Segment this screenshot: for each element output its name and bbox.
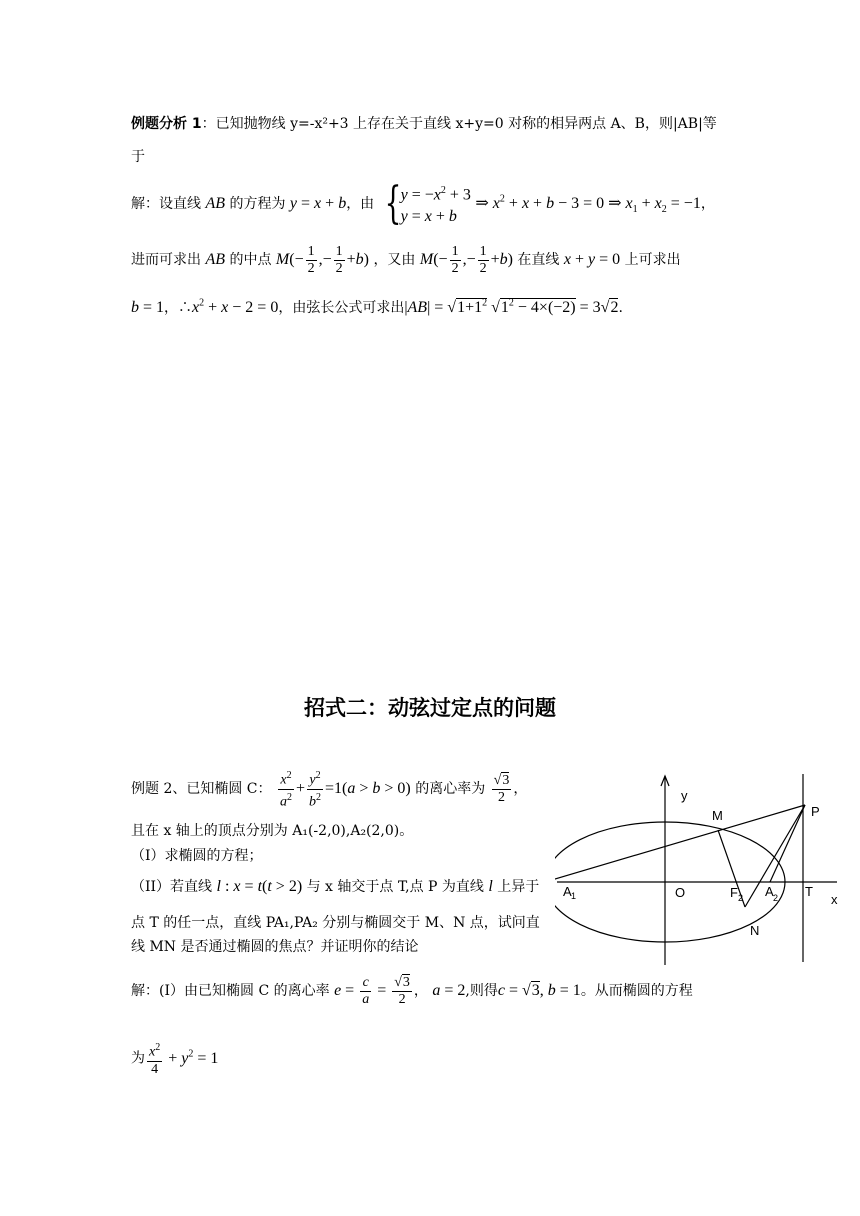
math-midpoint: M(− $\frac{1}{2}$ ,− $\frac{1}{2}$ +b): [275, 244, 369, 276]
sol1-text-k: ，由弦长公式可求出: [278, 300, 405, 316]
math-xy-line: x + y = 0: [563, 251, 621, 269]
math-e-value: e = $\frac{c}{a}$ = $\frac{√3}{2}$: [334, 975, 410, 1007]
math-AB-2: AB: [205, 251, 225, 269]
sol1-text-b: 的方程为: [229, 196, 286, 213]
sol2-text-a: 解：(I）由已知椭圆 C 的离心率: [131, 983, 330, 1000]
sol1-text-d: ，: [700, 196, 715, 213]
ex2-text-f: 上异于: [497, 879, 540, 895]
sol1-text-e: 进而可求出: [131, 252, 201, 269]
example2-line6: 线 MN 是否通过椭圆的焦点？并证明你的结论: [131, 939, 419, 955]
svg-text:1: 1: [571, 891, 577, 901]
label-y: y: [681, 788, 688, 803]
svg-text:A: A: [563, 884, 572, 899]
svg-text:2: 2: [738, 893, 744, 903]
label-A1: [563, 884, 576, 901]
label-P: P: [811, 804, 820, 819]
system-brace: {: [384, 178, 402, 230]
label-M: M: [712, 808, 723, 823]
solution1-line1: [131, 180, 715, 228]
ex2-text-a: 例题 2、已知椭圆 C：: [131, 780, 272, 797]
ellipse-figure: [555, 770, 855, 970]
example1-label: 例题分析 1: [131, 116, 202, 132]
math-cb-values: c = √3, b = 1: [497, 982, 581, 1000]
example2-line3: （I）求椭圆的方程；: [131, 848, 263, 864]
math-b-value: b = 1: [131, 299, 165, 316]
sol1-text-h: 在直线: [517, 252, 560, 269]
svg-text:A: A: [765, 884, 774, 899]
math-ellipse-eq: $\frac{x^2}{a^2}$ + $\frac{y^2}{b^2}$ =1(a > b > 0): [279, 770, 411, 810]
sol2-text-d: 。从而椭圆的方程: [580, 983, 693, 1000]
label-F2: [730, 885, 743, 903]
solution2-line1: [131, 975, 693, 1008]
example1-statement: [131, 113, 717, 133]
label-N: N: [750, 923, 760, 938]
label-T: T: [805, 884, 813, 899]
label-A2: [765, 884, 778, 903]
ex2-text-b: 的离心率为: [415, 780, 486, 797]
math-ellipse-result: $\frac{x^2}{4}$ + $y^2 = 1$: [149, 1042, 219, 1077]
sol1-text-a: 解：设直线: [131, 196, 201, 213]
sol1-text-i: 上可求出: [624, 252, 681, 269]
math-implication: ⇒ $x^2 + x + b - 3 = 0$ ⇒ $x_1 + x_2 = -1$: [475, 193, 701, 216]
ex2-text-d: （II）若直线: [131, 879, 213, 895]
ex2-text-e: 与 x 轴交于点 T,点 P 为直线: [306, 879, 484, 895]
label-O: O: [675, 885, 686, 900]
sol1-text-c: ，由: [346, 196, 375, 213]
ex2-text-c: ，: [513, 780, 528, 797]
example2-line2: 且在 x 轴上的顶点分别为 A₁(-2,0),A₂(2,0)。: [131, 823, 414, 839]
section-title: 招式二：动弦过定点的问题: [304, 696, 556, 720]
example2-line4: [131, 876, 539, 896]
sol1-text-f: 的中点: [229, 252, 272, 269]
math-midpoint-2: M(− $\frac{1}{2}$ ,− $\frac{1}{2}$ +b): [419, 244, 513, 276]
math-line-eq: y = x + b: [289, 195, 347, 213]
math-chord-length: $|AB| = √1+1^2$ $√1^2 - 4\times(-2) = 3√2$: [404, 297, 619, 316]
math-a-value: a = 2: [432, 982, 466, 1000]
math-system: $y = -x^2 + 3$ y = x + b: [400, 185, 471, 226]
sol1-text-g: ，又由: [373, 252, 416, 269]
svg-text:2: 2: [773, 893, 779, 903]
label-x: x: [831, 892, 838, 907]
solution2-line2: [131, 1040, 218, 1078]
sol2-text-b: ，: [413, 983, 428, 1000]
math-quadratic: $x^2 + x - 2 = 0$: [192, 297, 279, 316]
math-eccentricity: $\frac{√3}{2}$: [493, 772, 510, 805]
line-PA1: [555, 805, 805, 882]
example1-text-wrap: 于: [131, 149, 145, 165]
example1-text: 已知抛物线 y=-x²+3 上存在关于直线 x+y=0 对称的相异两点 A、B，则|AB|等: [215, 116, 717, 132]
example2-line5: 点 T 的任一点，直线 PA₁,PA₂ 分别与椭圆交于 M、N 点，试问直: [131, 915, 540, 931]
solution1-line3: [131, 297, 623, 317]
sol2-text-c: ,则得: [465, 983, 498, 1000]
sol2-text-e: 为: [131, 1050, 145, 1067]
sol1-text-l: .: [618, 300, 623, 316]
math-l: l: [488, 878, 493, 895]
math-line-l: l : x = t(t > 2): [216, 878, 303, 895]
solution1-line2: [131, 244, 681, 277]
math-AB: AB: [205, 195, 225, 213]
line-PA2: [770, 805, 805, 882]
svg-text:F: F: [730, 885, 738, 900]
example1-colon: ：: [201, 116, 216, 132]
sol1-text-j: ，∴: [164, 300, 193, 316]
example2-line1: [131, 768, 527, 810]
